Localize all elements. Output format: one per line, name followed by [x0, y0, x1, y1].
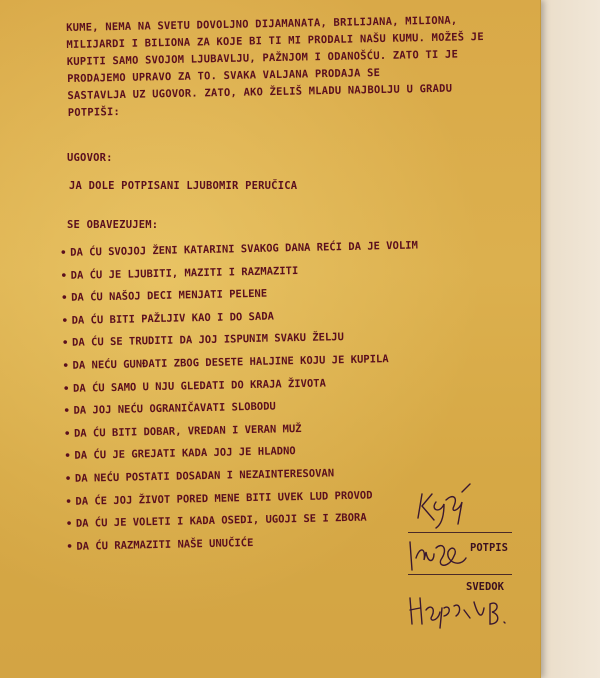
- bullet: •: [61, 292, 68, 305]
- bullet: •: [62, 382, 70, 395]
- bullet: •: [64, 472, 72, 485]
- bullet: •: [64, 450, 71, 463]
- list-item-text: DA JOJ NEĆU OGRANIČAVATI SLOBODU: [73, 400, 276, 417]
- list-item-text: DA ĆU SVOJOJ ŽENI KATARINI SVAKOG DANA REĆI DA JE VOLIM: [70, 239, 418, 259]
- bullet: •: [65, 495, 72, 508]
- signature-label: POTPIS: [470, 542, 508, 554]
- list-item-text: DA ĆU JE GREJATI KADA JOJ JE HLADNO: [74, 445, 296, 463]
- contract-label: UGOVOR:: [67, 152, 113, 164]
- list-item-text: DA ĆU NAŠOJ DECI MENJATI PELENE: [71, 287, 268, 304]
- list-item-text: DA NEĆU GUNĐATI ZBOG DESETE HALJINE KOJU JE KUPILA: [72, 353, 389, 372]
- bullet: •: [65, 517, 73, 531]
- signature-line: [408, 532, 512, 533]
- intro-line: KUPITI SAMO SVOJOM LJUBAVLJU, PAŽNJOM I ODANOŠĆU. ZATO TI JE: [66, 48, 459, 68]
- intro-paragraph: [66, 12, 485, 122]
- bullet: •: [63, 427, 71, 440]
- bullet: •: [66, 540, 73, 553]
- obligation-list: [60, 235, 424, 559]
- bullet: •: [61, 337, 69, 350]
- list-item-text: DA ĆU RAZMAZITI NAŠE UNUČIĆE: [76, 536, 254, 553]
- list-item-text: DA ĆU SE TRUDITI DA JOJ ISPUNIM SVAKU ŽELJU: [71, 331, 345, 350]
- intro-line: SASTAVLJA UZ UGOVOR. ZATO, AKO ŽELIŠ MLADU NAJBOLJU U GRADU: [67, 82, 453, 102]
- witness-signature: [404, 590, 510, 630]
- intro-line: PRODAJEMO UPRAVO ZA TO. SVAKA VALJANA PRODAJA SE: [67, 66, 381, 85]
- list-item-text: DA ĆU BITI DOBAR, VREDAN I VERAN MUŽ: [73, 422, 302, 440]
- bullet: •: [62, 359, 70, 372]
- list-item-text: DA ĆU SAMO U NJU GLEDATI DO KRAJA ŽIVOTA: [72, 377, 327, 395]
- list-item-text: DA NEĆU POSTATI DOSADAN I NEZAINTERESOVAN: [74, 467, 335, 485]
- obligation-label: SE OBAVEZUJEM:: [67, 219, 159, 231]
- witness-label: SVEDOK: [466, 581, 504, 593]
- bullet: •: [60, 269, 68, 282]
- bullet: •: [60, 246, 67, 259]
- groom-signature: [404, 536, 474, 576]
- list-item-text: DA ĆU BITI PAŽLJIV KAO I DO SADA: [71, 310, 275, 327]
- intro-line: MILIJARDI I BILIONA ZA KOJE BI TI MI PRODALI NAŠU KUMU. MOŽEŠ JE: [66, 30, 484, 51]
- list-item-text: DA ĆE JOJ ŽIVOT PORED MENE BITI UVEK LUD PROVOD: [75, 489, 373, 508]
- intro-line: POTPIŠI:: [67, 105, 121, 119]
- witness-line: [408, 574, 512, 575]
- intro-line: KUME, NEMA NA SVETU DOVOLJNO DIJAMANATA, BRILIJANA, MILIONA,: [66, 14, 458, 34]
- groom-initials-signature: [408, 480, 478, 532]
- bullet: •: [63, 404, 70, 418]
- bullet: •: [61, 314, 69, 327]
- list-item-text: DA ĆU JE VOLETI I KADA OSEDI, UGOJI SE I ZBORA: [75, 511, 367, 530]
- declaration: JA DOLE POTPISANI LJUBOMIR PERUČICA: [69, 180, 298, 192]
- list-item-text: DA ĆU JE LJUBITI, MAZITI I RAZMAZITI: [70, 264, 299, 282]
